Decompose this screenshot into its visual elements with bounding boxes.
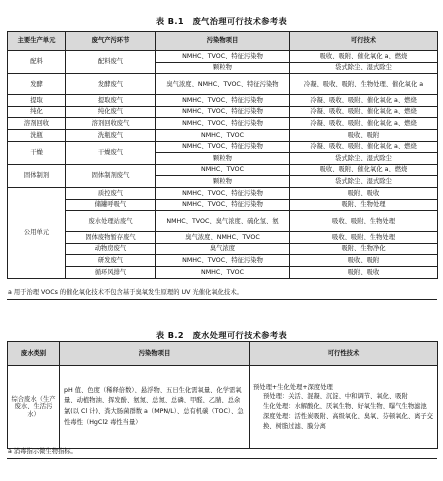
source-cell: 溶剂回收废气 bbox=[66, 118, 156, 130]
header-cell: 废水类别 bbox=[8, 342, 60, 366]
pollutant-cell: NMHC、TVOC bbox=[156, 164, 290, 176]
technology-cell: 吸附、生物处理 bbox=[290, 199, 438, 211]
table-row bbox=[8, 366, 438, 449]
technology-cell: 冷凝、吸收、吸附、催化氧化 a、燃烧 bbox=[290, 118, 438, 130]
source-cell: 动物房废气 bbox=[66, 243, 156, 255]
unit-cell: 固体制剂 bbox=[8, 164, 66, 187]
source-cell: 研发废气 bbox=[66, 255, 156, 267]
table-row bbox=[8, 51, 438, 63]
table1-caption: 表 B.1 废气治理可行技术参考表 bbox=[155, 16, 288, 26]
pollutant-cell: NMHC、TVOC、特征污染物 bbox=[156, 141, 290, 153]
technology-cell: 袋式除尘、湿式除尘 bbox=[290, 153, 438, 165]
source-cell: 洗瓶废气 bbox=[66, 129, 156, 141]
category-cell: 综合废水（生产废水、生活污水） bbox=[8, 366, 60, 449]
table-row bbox=[8, 74, 438, 95]
pollutant-cell: NMHC、TVOC、特征污染物 bbox=[156, 118, 290, 130]
source-cell: 发酵废气 bbox=[66, 74, 156, 95]
header-cell: 废气产污环节 bbox=[66, 32, 156, 51]
tech-line: 深度处理：活性炭吸附、高级氧化、臭氧、芬顿氧化、离子交换、树脂过滤、膜分离 bbox=[263, 412, 434, 430]
table-row bbox=[8, 255, 438, 267]
technology-cell: 吸附、生物净化 bbox=[290, 243, 438, 255]
table1-footnote: a 用于治理 VOCs 的催化氧化技术不包含基于臭氧发生原理的 UV 光催化氧化技术。 bbox=[8, 289, 243, 296]
pollutant-cell: NMHC、TVOC、特征污染物 bbox=[156, 51, 290, 63]
technology-cell: 袋式除尘、湿式除尘 bbox=[290, 62, 438, 74]
pollutant-cell: 颗粒物 bbox=[156, 153, 290, 165]
table-row bbox=[8, 164, 438, 176]
technology-cell: 吸收、吸附、生物处理 bbox=[290, 211, 438, 232]
unit-cell: 公用单元 bbox=[8, 187, 66, 278]
source-cell: 固体制剂废气 bbox=[66, 164, 156, 187]
unit-cell: 纯化 bbox=[8, 106, 66, 118]
table-row bbox=[8, 266, 438, 278]
pollutant-cell: 臭气浓度、NMHC、TVOC bbox=[156, 232, 290, 244]
pollutant-cell: NMHC、TVOC bbox=[156, 266, 290, 278]
unit-cell: 配料 bbox=[8, 51, 66, 74]
header-cell: 可行技术 bbox=[290, 32, 438, 51]
pollutant-cell: NMHC、TVOC、特征污染物 bbox=[156, 199, 290, 211]
technology-cell: 吸附、吸收 bbox=[290, 266, 438, 278]
technology-cell: 冷凝、吸收、吸附、催化氧化 a、燃烧 bbox=[290, 141, 438, 153]
pollutant-cell: NMHC、TVOC、特征污染物 bbox=[156, 106, 290, 118]
waste-gas-table bbox=[7, 31, 438, 279]
source-cell: 配料废气 bbox=[66, 51, 156, 74]
pollutant-cell: NMHC、TVOC、臭气浓度、硫化氢、氨 bbox=[156, 211, 290, 232]
table-row bbox=[8, 187, 438, 199]
table-row bbox=[8, 95, 438, 107]
table-row bbox=[8, 199, 438, 211]
technology-cell: 袋式除尘、湿式除尘 bbox=[290, 176, 438, 188]
table-header-row bbox=[8, 32, 438, 51]
unit-cell: 提取 bbox=[8, 95, 66, 107]
table-row bbox=[8, 118, 438, 130]
table-row bbox=[8, 129, 438, 141]
technology-cell: 吸附、吸收 bbox=[290, 187, 438, 199]
table-row bbox=[8, 232, 438, 244]
table-row bbox=[8, 243, 438, 255]
wastewater-table bbox=[7, 341, 438, 449]
source-cell: 固体废物暂存废气 bbox=[66, 232, 156, 244]
unit-cell: 溶剂回收 bbox=[8, 118, 66, 130]
pollutant-cell: NMHC、TVOC、特征污染物 bbox=[156, 187, 290, 199]
technology-cell: 冷凝、吸收、吸附、催化氧化 a、燃烧 bbox=[290, 106, 438, 118]
table2-caption: 表 B.2 废水处理可行技术参考表 bbox=[155, 330, 288, 340]
tech-line: 预处理+生化处理+深度处理 bbox=[253, 383, 333, 391]
technology-cell: 吸收、吸附、催化氧化 a、燃烧 bbox=[290, 51, 438, 63]
table-row bbox=[8, 211, 438, 232]
technology-cell: 冷凝、吸收、吸附、生物处理、催化氧化 a bbox=[290, 74, 438, 95]
technology-cell: 吸收、吸附 bbox=[290, 129, 438, 141]
header-cell: 主要生产单元 bbox=[8, 32, 66, 51]
source-cell: 提取废气 bbox=[66, 95, 156, 107]
tech-line: 生化处理：水解酸化、厌氧生物、好氧生物、曝气生物滤池 bbox=[263, 403, 427, 411]
technology-cell: 冷凝、吸收、吸附、催化氧化 a、燃烧 bbox=[290, 95, 438, 107]
source-cell: 纯化废气 bbox=[66, 106, 156, 118]
source-cell: 废水处理站废气 bbox=[66, 211, 156, 232]
pollutant-cell: pH 值、色度（稀释倍数）、悬浮物、五日生化需氧量、化学需氧量、动植物油、挥发酚、氨氮、总氮、总磷、甲醛、乙腈、总余氯(以 Cl 计)、粪大肠菌群数 a（MPN/L）、总有机碳（TOC）、急性毒性（HgCl2 毒性当量） bbox=[60, 366, 250, 449]
source-cell: 循环风排气 bbox=[66, 266, 156, 278]
pollutant-cell: NMHC、TVOC bbox=[156, 129, 290, 141]
tech-line: 预处理：关活、混凝、沉淀、中和调节、氧化、吸附 bbox=[263, 393, 408, 401]
source-cell: 质控废气 bbox=[66, 187, 156, 199]
header-cell: 可行性技术 bbox=[250, 342, 438, 366]
technology-cell bbox=[250, 366, 438, 449]
header-cell: 污染物项目 bbox=[156, 32, 290, 51]
pollutant-cell: 颗粒物 bbox=[156, 176, 290, 188]
footnote-rule bbox=[7, 458, 437, 459]
header-cell: 污染物项目 bbox=[60, 342, 250, 366]
table-row bbox=[8, 106, 438, 118]
pollutant-cell: 颗粒物 bbox=[156, 62, 290, 74]
pollutant-cell: NMHC、TVOC、特征污染物 bbox=[156, 255, 290, 267]
technology-cell: 吸收、吸附 bbox=[290, 255, 438, 267]
technology-cell: 吸收、吸附、催化氧化 a、燃烧 bbox=[290, 164, 438, 176]
table-header-row bbox=[8, 342, 438, 366]
pollutant-cell: 臭气浓度、NMHC、TVOC、特征污染物 bbox=[156, 74, 290, 95]
unit-cell: 洗瓶 bbox=[8, 129, 66, 141]
unit-cell: 发酵 bbox=[8, 74, 66, 95]
source-cell: 储罐呼吸气 bbox=[66, 199, 156, 211]
pollutant-cell: NMHC、TVOC、特征污染物 bbox=[156, 95, 290, 107]
table-row bbox=[8, 141, 438, 153]
technology-cell: 吸收、吸附、生物处理 bbox=[290, 232, 438, 244]
footnote-rule bbox=[7, 299, 437, 300]
pollutant-cell: 臭气浓度 bbox=[156, 243, 290, 255]
unit-cell: 干燥 bbox=[8, 141, 66, 164]
source-cell: 干燥废气 bbox=[66, 141, 156, 164]
table2-footnote: a 消毒指示微生物指标。 bbox=[8, 448, 77, 455]
